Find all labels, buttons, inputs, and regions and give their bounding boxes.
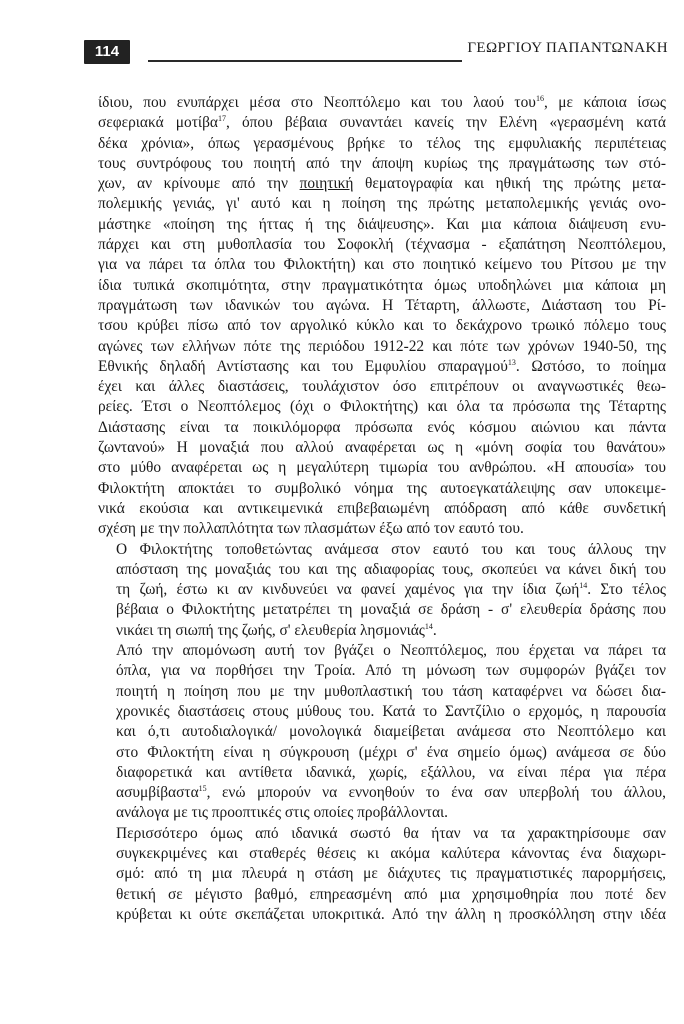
running-head: ΓΕΩΡΓΙΟΥ ΠΑΠΑΝΤΩΝΑΚΗ: [467, 40, 668, 56]
text-line: [98, 113, 666, 133]
footnote-marker: 15: [198, 783, 207, 793]
text-line: [98, 824, 666, 844]
text-run: απόσταση της μοναξιάς του και της αδιαφορίας τους, σκοπεύει να κάνει δική του: [116, 560, 666, 578]
text-line: [98, 803, 666, 823]
text-run: ζωντανού» Η μοναξιά που αλλού αναφέρεται ως η «μόνη σοφία του θανάτου»: [98, 439, 666, 457]
text-run: μάστηκε «ποίηση της ήττας ή της διάψευσης». Και μια κάποια διάψευση ενυ-: [98, 215, 666, 233]
text-line: [98, 316, 666, 336]
text-line: [98, 458, 666, 478]
text-line: [98, 418, 666, 438]
footnote-marker: 13: [507, 357, 516, 367]
text-run: στο μύθο αναφέρεται ως η μεγαλύτερη τιμωρία του ανθρώπου. «Η απουσία» του: [98, 459, 666, 477]
text-run: βέβαια ο Φιλοκτήτης μετατρέπει τη μοναξιά σε δράση - σ' ελευθερία δράσης που: [116, 601, 666, 619]
text-line: [98, 844, 666, 864]
text-line: [98, 276, 666, 296]
text-line: [98, 215, 666, 235]
text-run: Από την απομόνωση αυτή τον βγάζει ο Νεοπτόλεμος, που έρχεται να πάρει τα: [116, 642, 666, 660]
text-run: χρονικές διαστάσεις στους μύθους του. Κατά το Σαντζίλιο ο ερχομός, η παρουσία: [116, 702, 666, 720]
text-run: πολεμικής γενιάς, γι' αυτό και η ποίηση της πρώτης μεταπολεμικής γενιάς ονο-: [98, 195, 666, 213]
page-header: [0, 0, 684, 80]
text-run: τσου κρύβει πίσω από τον αργολικό κύκλο και το δεκάχρονο τρωικό πόλεμο τους: [98, 317, 666, 335]
text-run: ρείες. Έτσι ο Νεοπτόλεμος (όχι ο Φιλοκτήτης) και όλα τα πρόσωπα της Τέταρτης: [98, 398, 666, 416]
text-line: [98, 519, 666, 539]
text-run: ανάλογα με τις προοπτικές στις οποίες προβάλλονται.: [116, 804, 449, 822]
text-run: θεματογραφία και ηθική της πρώτης μετα-: [353, 175, 666, 193]
paragraph: [98, 540, 666, 641]
footnote-marker: 14: [424, 621, 433, 631]
text-run: δέκα χρόνια», όπως γερασμένους βρήκε το τέλος της εμφυλιακής περιπέτειας: [98, 134, 666, 152]
text-line: [98, 641, 666, 661]
footnote-marker: 14: [579, 581, 588, 590]
text-line: [98, 93, 666, 113]
text-line: [98, 682, 666, 702]
paragraph: [98, 93, 666, 540]
text-run: Ο Φιλοκτήτης τοποθετώντας ανάμεσα στον εαυτό του και τους άλλους την: [116, 540, 666, 558]
text-line: [98, 174, 666, 194]
paragraph: [98, 824, 666, 925]
text-line: [98, 722, 666, 742]
text-run: Εθνικής δηλαδή Αντίστασης και του Εμφυλίου σπαραγμού: [98, 357, 508, 375]
text-run: σμό: από τη μια πλευρά η στάση με διάχυτες τις πραγματιστικές παρορμήσεις,: [116, 865, 666, 883]
text-run: κρύβεται κι ούτε σκεπάζεται υποκριτικά. Από την άλλη η προσκόλληση στην ιδέα: [116, 905, 666, 923]
text-line: [98, 479, 666, 499]
text-run: νικά εκούσια και αντικειμενικά επιβεβαιωμένη απόδραση από κάθε συνδετική: [98, 499, 666, 517]
text-run: θετική σε μέγιστο βαθμό, επηρεασμένη από μια χρησιμοθηρία που ποτέ δεν: [116, 885, 666, 903]
footnote-marker: 17: [217, 114, 226, 124]
text-run: ασυμβίβαστα: [116, 784, 199, 802]
body-text: [98, 93, 666, 925]
text-line: [98, 661, 666, 681]
text-run: και ό,τι αυτοδιαλογικά/ μονολογικά διαμείβεται ανάμεσα στο Νεοπτόλεμο και: [116, 723, 666, 741]
text-run: ίδια τυπικά σκοπιμότητα, στην πραγματικότητα όμως υποδηλώνει μια κάποια μη: [98, 276, 666, 294]
text-line: [98, 743, 666, 763]
text-line: [98, 357, 666, 377]
text-line: [98, 134, 666, 154]
text-line: [98, 540, 666, 560]
paragraph: [98, 641, 666, 824]
underlined-word: ποιητική: [299, 175, 354, 193]
text-run: . Ωστόσο, το ποίημα: [515, 357, 666, 375]
text-run: , ενώ μπορούν να εννοηθούν το ένα σαν υπερβολή του άλλου,: [206, 784, 666, 802]
page-number: 114: [84, 40, 130, 64]
text-run: . Στο τέλος: [587, 581, 666, 599]
text-run: , όπου βέβαια συναντάει κανείς την Ελένη «γερασμένη κατά: [225, 114, 666, 132]
text-run: χων, αν κρίνουμε από την: [98, 175, 300, 193]
text-run: Διάστασης είναι τα ποικιλόμορφα πρόσωπα ενός κόσμου αιώνιου και πάντα: [98, 418, 666, 436]
text-run: Φιλοκτήτη αποκτάει το συμβολικό νόημα της αυτοεγκατάλειψης σαν υποκειμε-: [98, 479, 666, 497]
text-run: τη ζωή, έστω κι αν κινδυνεύει να φανεί χαμένος για την ίδια ζωή: [116, 581, 580, 599]
text-run: σχέση με την πολλαπλότητα των πλασμάτων έξω από τον εαυτό του.: [98, 520, 524, 538]
header-rule: [148, 60, 462, 62]
text-line: [98, 337, 666, 357]
text-line: [98, 377, 666, 397]
text-run: έχει και άλλες διαστάσεις, τουλάχιστον όσο επιτρέπουν οι αναγνωστικές θεω-: [98, 378, 666, 396]
text-run: για να πάρει τα όπλα του Φιλοκτήτη) και στο ποιητικό κείμενο του Ρίτσου με την: [98, 256, 666, 274]
text-line: [98, 397, 666, 417]
text-run: διαφορετικά και αντίθετα ιδανικά, χωρίς, εξάλλου, να είναι πέρα για πέρα: [116, 763, 666, 781]
text-run: ίδιου, που ενυπάρχει μέσα στο Νεοπτόλεμο και του λαού του: [98, 94, 536, 111]
text-run: Περισσότερο όμως από ιδανικά σωστό θα ήταν να τα χαρακτηρίσουμε σαν: [116, 824, 666, 842]
text-line: [98, 621, 666, 641]
text-line: [98, 499, 666, 519]
text-run: ποιητή η ποίηση που με την μυθοπλαστική του τάση καταφέρνει να δώσει δια-: [116, 682, 666, 700]
text-run: συγκεκριμένες και σταθερές θέσεις κι ακόμα καλύτερα κάνοντας ένα διαχωρι-: [116, 844, 666, 862]
text-run: νικάει τη σιωπή της ζωής, σ' ελευθερία λησμονιάς: [116, 621, 425, 639]
text-run: πραγμάτωση των ιδανικών του αγώνα. Η Τέταρτη, άλλωστε, Διάσταση του Ρί-: [98, 296, 666, 314]
text-line: [98, 438, 666, 458]
text-line: [98, 255, 666, 275]
text-line: [98, 783, 666, 803]
text-line: [98, 905, 666, 925]
text-run: σεφεριακά μοτίβα: [98, 114, 218, 132]
text-run: .: [432, 621, 437, 639]
text-run: στο Φιλοκτήτη είναι η σύγκρουση (μέχρι σ' ένα σημείο όμως) ανάμεσα σε δύο: [116, 743, 666, 761]
text-line: [98, 702, 666, 722]
text-line: [98, 560, 666, 580]
text-line: [98, 154, 666, 174]
text-line: [98, 580, 666, 600]
text-line: [98, 194, 666, 214]
text-run: τους συντρόφους του ποιητή από την άποψη κυρίως της πραγμάτωσης των στό-: [98, 154, 666, 172]
text-run: , με κάποια ίσως: [543, 94, 666, 111]
footnote-marker: 16: [535, 93, 544, 103]
text-line: [98, 296, 666, 316]
text-line: [98, 885, 666, 905]
text-line: [98, 235, 666, 255]
text-line: [98, 864, 666, 884]
text-run: όπλα, για να πορθήσει την Τροία. Από τη μόνωση των συμφορών βγάζει τον: [116, 662, 666, 680]
text-run: πάρχει και στη μυθοπλασία του Σοφοκλή (τέχνασμα - εξαπάτηση Νεοπτόλεμου,: [98, 236, 666, 254]
text-line: [98, 763, 666, 783]
text-line: [98, 600, 666, 620]
text-run: αγώνες των ελλήνων πότε της περιόδου 1912-22 και πότε των χρόνων 1940-50, της: [98, 337, 666, 355]
